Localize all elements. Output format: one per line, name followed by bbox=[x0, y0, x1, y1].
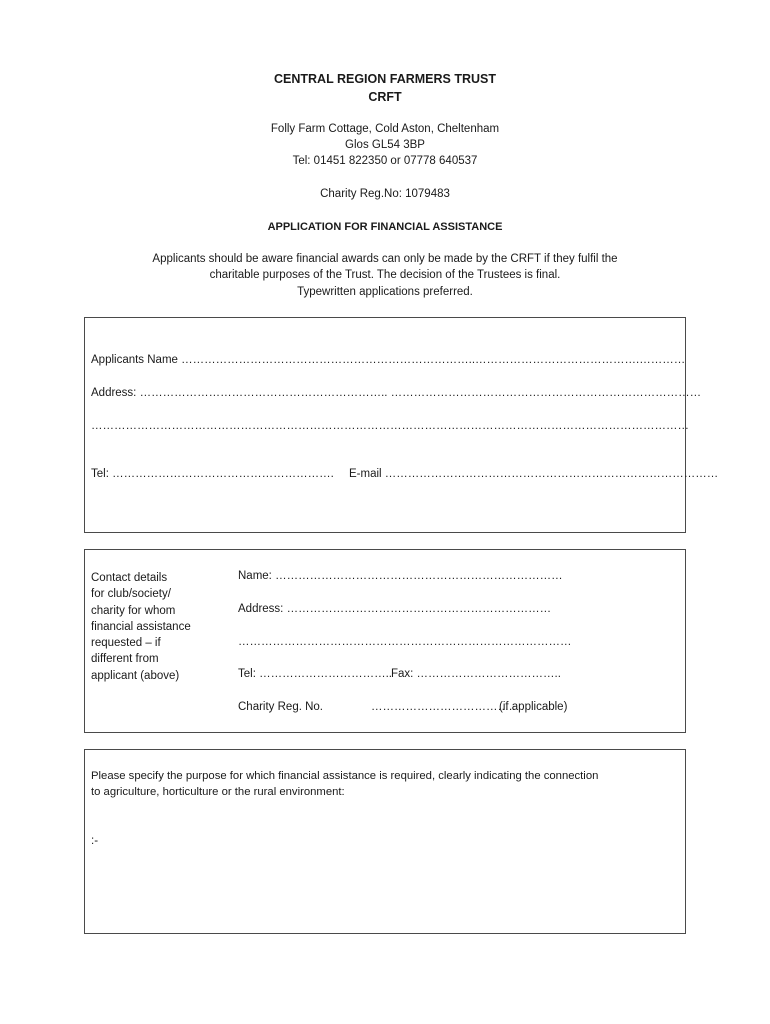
org-name: CENTRAL REGION FARMERS TRUST bbox=[274, 72, 496, 86]
contact-fax-field[interactable]: Fax: ……………………………….. bbox=[391, 668, 561, 680]
applicant-details-box bbox=[84, 317, 719, 533]
contact-tel-field[interactable]: Tel: …………………………….. bbox=[238, 668, 392, 680]
contact-charity-reg-note: (if applicable) bbox=[499, 701, 568, 713]
contact-label-line: applicant (above) bbox=[91, 669, 180, 682]
address-line-1: Folly Farm Cottage, Cold Aston, Cheltenham bbox=[270, 123, 500, 135]
contact-address-continued-field[interactable]: …………………………………………………………………………… bbox=[238, 636, 572, 648]
purpose-answer-field[interactable]: :- bbox=[91, 835, 99, 847]
contact-label-line: financial assistance bbox=[91, 620, 191, 633]
applicant-tel-field[interactable]: Tel: …………………………………………………. bbox=[91, 468, 334, 480]
contact-name-field[interactable]: Name: ………………………………………………………………… bbox=[238, 570, 563, 582]
telephone-line: Tel: 01451 822350 or 07778 640537 bbox=[292, 155, 478, 167]
contact-charity-reg-label: Charity Reg. No. bbox=[238, 701, 324, 713]
contact-label-line: for club/society/ bbox=[91, 588, 171, 601]
contact-label-line: charity for whom bbox=[91, 604, 176, 617]
contact-charity-reg-field[interactable]: ……………………………….. bbox=[371, 701, 516, 713]
applicant-name-field[interactable]: Applicants Name …………………………………………………………………..…………………………………….………… bbox=[91, 354, 686, 366]
contact-details-box bbox=[84, 549, 686, 733]
notice-line-3: Typewritten applications preferred. bbox=[297, 286, 473, 298]
purpose-box bbox=[84, 749, 686, 934]
applicant-email-field[interactable]: E-mail …………………………………………………………………………… bbox=[349, 468, 719, 480]
notice-line-2: charitable purposes of the Trust. The decision of the Trustees is final. bbox=[209, 269, 561, 281]
org-abbreviation: CRFT bbox=[368, 90, 402, 104]
address-line-2: Glos GL54 3BP bbox=[345, 139, 425, 151]
purpose-prompt-line-1: Please specify the purpose for which financial assistance is required, clearly indicating the connection bbox=[91, 770, 599, 782]
contact-label-line: different from bbox=[91, 653, 159, 666]
contact-address-field[interactable]: Address: …………………………………………………………… bbox=[238, 603, 552, 615]
form-title: APPLICATION FOR FINANCIAL ASSISTANCE bbox=[267, 221, 503, 233]
contact-details-label bbox=[91, 570, 191, 684]
notice-line-1: Applicants should be aware financial awards can only be made by the CRFT if they fulfil the bbox=[152, 253, 618, 265]
applicant-address-field[interactable]: Address: ……………………………………………………….. ……………………………………………………………………… bbox=[91, 387, 702, 399]
contact-label-line: requested – if bbox=[91, 637, 161, 650]
contact-label-line: Contact details bbox=[91, 572, 168, 584]
purpose-prompt-line-2: to agriculture, horticulture or the rural environment: bbox=[91, 786, 345, 798]
charity-reg-number: Charity Reg.No: 1079483 bbox=[320, 188, 450, 200]
applicant-address-continued-field[interactable]: ………………………………………………………………………………………………………………………………………… bbox=[91, 420, 689, 432]
